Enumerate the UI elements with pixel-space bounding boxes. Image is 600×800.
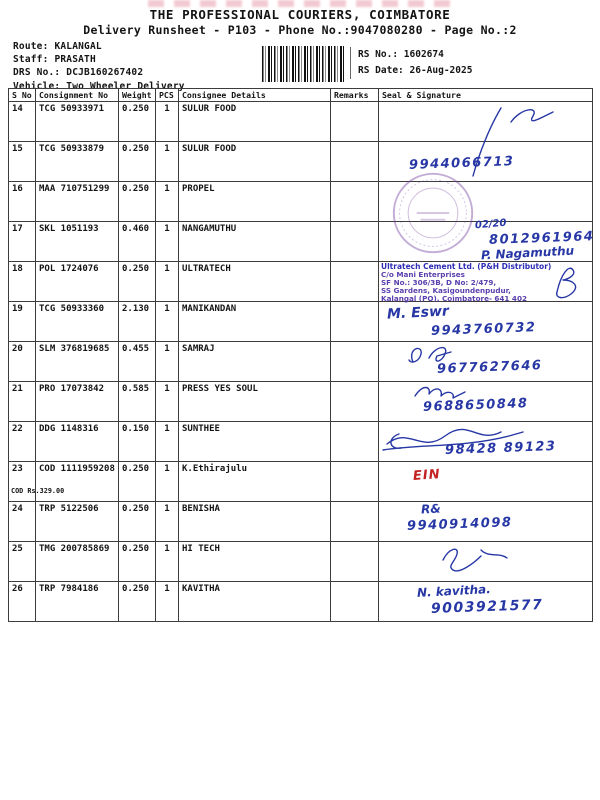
table-row xyxy=(9,462,593,502)
consignment-cell: SLM 376819685 xyxy=(36,342,119,382)
consignee-cell: PRESS YES SOUL xyxy=(179,382,331,422)
table-row xyxy=(9,302,593,342)
signature-mark: EIN xyxy=(412,467,442,484)
signature-phone: 9940914098 xyxy=(406,515,513,534)
signature-cell xyxy=(379,262,593,302)
weight-cell: 0.250 xyxy=(119,182,156,222)
remarks-cell xyxy=(331,462,379,502)
signature-phone: 8012961964 xyxy=(488,229,595,248)
header-pcs: PCS xyxy=(156,89,179,102)
sno-cell: 21 xyxy=(9,382,36,422)
consignee-cell: HI TECH xyxy=(179,542,331,582)
signature-phone: 9003921577 xyxy=(430,597,544,617)
remarks-cell xyxy=(331,302,379,342)
pcs-cell: 1 xyxy=(156,142,179,182)
header-consignee: Consignee Details xyxy=(179,89,331,102)
signature-cell xyxy=(379,542,593,582)
consignment-cell: PRO 17073842 xyxy=(36,382,119,422)
rs-no-line xyxy=(358,47,472,63)
weight-cell: 0.150 xyxy=(119,422,156,462)
stamp-line: Ultratech Cement Ltd. (P&H Distributor) xyxy=(381,262,552,271)
signature-phone: 9677627646 xyxy=(436,358,543,377)
sno-cell: 20 xyxy=(9,342,36,382)
runsheet-subtitle: Delivery Runsheet - P103 - Phone No.:9047080280 - Page No.:2 xyxy=(83,23,517,37)
drs-label: DRS No.: xyxy=(13,67,61,79)
rs-no-label: RS No.: xyxy=(358,49,399,60)
weight-cell: 0.585 xyxy=(119,382,156,422)
remarks-cell xyxy=(331,382,379,422)
signature-scribble xyxy=(427,544,517,578)
remarks-cell xyxy=(331,582,379,622)
rs-no-value: 1602674 xyxy=(403,49,444,60)
signature-phone: 98428 89123 xyxy=(444,439,557,458)
consignment-cell: COD 1111959208 xyxy=(36,462,119,502)
header-consignment: Consignment No xyxy=(36,89,119,102)
table-row xyxy=(9,182,593,222)
stamp-line: Kalangal (PO), Coimbatore- 641 402 xyxy=(381,293,527,303)
consignee-cell: KAVITHA xyxy=(179,582,331,622)
remarks-cell xyxy=(331,502,379,542)
sno-cell xyxy=(9,462,65,502)
signature-cell xyxy=(379,342,593,382)
remarks-cell xyxy=(331,222,379,262)
circular-stamp xyxy=(390,170,476,256)
pcs-cell: 1 xyxy=(156,422,179,462)
signature-scribble xyxy=(437,106,557,140)
consignment-cell: MAA 710751299 xyxy=(36,182,119,222)
signature-phone: 9944066713 xyxy=(408,154,515,173)
table-row xyxy=(9,422,593,462)
route-value: KALANGAL xyxy=(54,41,102,52)
rs-barcode xyxy=(262,46,346,82)
vehicle-label: Vehicle: xyxy=(13,80,61,92)
consignee-cell: BENISHA xyxy=(179,502,331,542)
sno-cell: 24 xyxy=(9,502,36,542)
weight-cell: 0.250 xyxy=(119,262,156,302)
signature-cell xyxy=(379,582,593,622)
sno-cell: 26 xyxy=(9,582,36,622)
table-row xyxy=(9,382,593,422)
pcs-cell: 1 xyxy=(156,102,179,142)
consignee-cell: SULUR FOOD xyxy=(179,142,331,182)
rs-date-value: 26-Aug-2025 xyxy=(409,65,473,76)
staff-label: Staff: xyxy=(13,54,49,66)
consignment-cell: DDG 1148316 xyxy=(36,422,119,462)
pcs-cell: 1 xyxy=(156,382,179,422)
weight-cell: 2.130 xyxy=(119,302,156,342)
sno-cell: 14 xyxy=(9,102,36,142)
table-row xyxy=(9,102,593,142)
weight-cell: 0.250 xyxy=(119,462,156,502)
pcs-cell: 1 xyxy=(156,502,179,542)
sno-value: 23 xyxy=(12,464,23,474)
pcs-cell: 1 xyxy=(156,302,179,342)
pcs-cell: 1 xyxy=(156,222,179,262)
header-weight: Weight xyxy=(119,89,156,102)
weight-cell: 0.250 xyxy=(119,582,156,622)
sno-cell: 22 xyxy=(9,422,36,462)
print-bleed-artifact xyxy=(148,0,458,7)
consignee-cell: PROPEL xyxy=(179,182,331,222)
signature-phone: 9943760732 xyxy=(430,320,537,339)
staff-line xyxy=(13,53,185,66)
header-sno: S No xyxy=(9,89,36,102)
pcs-cell: 1 xyxy=(156,342,179,382)
signature-cell xyxy=(379,422,593,462)
consignment-cell: POL 1724076 xyxy=(36,262,119,302)
route-label: Route: xyxy=(13,41,49,52)
consignment-cell: TCG 50933971 xyxy=(36,102,119,142)
signature-phone: 9688650848 xyxy=(422,396,529,415)
drs-line xyxy=(13,66,185,79)
table-row xyxy=(9,142,593,182)
remarks-cell xyxy=(331,102,379,142)
weight-cell: 0.250 xyxy=(119,502,156,542)
consignee-cell: NANGAMUTHU xyxy=(179,222,331,262)
signature-cell xyxy=(379,302,593,342)
signature-scribble xyxy=(547,262,587,302)
consignment-cell: TMG 200785869 xyxy=(36,542,119,582)
consignment-cell: SKL 1051193 xyxy=(36,222,119,262)
table-row xyxy=(9,262,593,302)
consignee-cell: ULTRATECH xyxy=(179,262,331,302)
consignee-cell: SUNTHEE xyxy=(179,422,331,462)
sno-cell: 18 xyxy=(9,262,36,302)
signature-name: N. kavitha. xyxy=(416,582,492,600)
sno-cell: 16 xyxy=(9,182,36,222)
signature-name: R& xyxy=(420,501,442,517)
header-seal: Seal & Signature xyxy=(379,89,593,102)
table-row xyxy=(9,542,593,582)
signature-cell xyxy=(379,102,593,142)
remarks-cell xyxy=(331,182,379,222)
sno-cell: 19 xyxy=(9,302,36,342)
company-title: THE PROFESSIONAL COURIERS, COIMBATORE xyxy=(149,7,451,22)
consignment-cell: TCG 50933879 xyxy=(36,142,119,182)
pcs-cell: 1 xyxy=(156,542,179,582)
consignee-cell: K.Ethirajulu xyxy=(179,462,331,502)
vehicle-value: Two Wheeler Delivery xyxy=(66,80,185,92)
weight-cell: 0.250 xyxy=(119,102,156,142)
signature-cell xyxy=(379,382,593,422)
signature-name: P. Nagamuthu xyxy=(480,243,575,263)
table-row xyxy=(9,342,593,382)
remarks-cell xyxy=(331,342,379,382)
table-row xyxy=(9,502,593,542)
drs-value: DCJB160267402 xyxy=(66,67,144,79)
stamp-line: C/o Mani Enterprises xyxy=(381,269,465,279)
consignee-cell: SAMRAJ xyxy=(179,342,331,382)
signature-cell xyxy=(379,462,593,502)
signature-name: M. Eswr xyxy=(386,303,450,323)
table-header-row xyxy=(9,89,593,102)
remarks-cell xyxy=(331,142,379,182)
signature-cell xyxy=(379,502,593,542)
remarks-cell xyxy=(331,422,379,462)
weight-cell: 0.250 xyxy=(119,142,156,182)
rs-date-line xyxy=(358,63,472,79)
sno-cell: 25 xyxy=(9,542,36,582)
stamp-line: SF No.: 306/3B, D No: 2/479, xyxy=(381,277,497,287)
pcs-cell: 1 xyxy=(156,582,179,622)
weight-cell: 0.460 xyxy=(119,222,156,262)
consignee-cell: MANIKANDAN xyxy=(179,302,331,342)
pcs-cell: 1 xyxy=(156,182,179,222)
table-row xyxy=(9,582,593,622)
cod-amount: COD Rs.329.00 xyxy=(11,487,65,495)
remarks-cell xyxy=(331,262,379,302)
rs-date-label: RS Date: xyxy=(358,65,404,76)
weight-cell: 0.455 xyxy=(119,342,156,382)
consignment-cell: TRP 5122506 xyxy=(36,502,119,542)
runsheet-meta xyxy=(13,40,185,93)
weight-cell: 0.250 xyxy=(119,542,156,582)
runsheet-table xyxy=(8,88,593,622)
consignment-cell: TRP 7984186 xyxy=(36,582,119,622)
stamp-line: SS Gardens, Kasigoundenpudur, xyxy=(381,285,511,295)
sno-cell: 15 xyxy=(9,142,36,182)
consignment-cell: TCG 50933360 xyxy=(36,302,119,342)
consignee-cell: SULUR FOOD xyxy=(179,102,331,142)
pcs-cell: 1 xyxy=(156,462,179,502)
header-remarks: Remarks xyxy=(331,89,379,102)
table-row xyxy=(9,222,593,262)
ultratech-stamp xyxy=(381,263,551,303)
pcs-cell: 1 xyxy=(156,262,179,302)
signature-note: 02/20 xyxy=(474,217,507,232)
remarks-cell xyxy=(331,542,379,582)
sno-cell: 17 xyxy=(9,222,36,262)
staff-value: PRASATH xyxy=(54,54,96,66)
route-line xyxy=(13,40,185,53)
rs-info-box xyxy=(350,47,472,79)
